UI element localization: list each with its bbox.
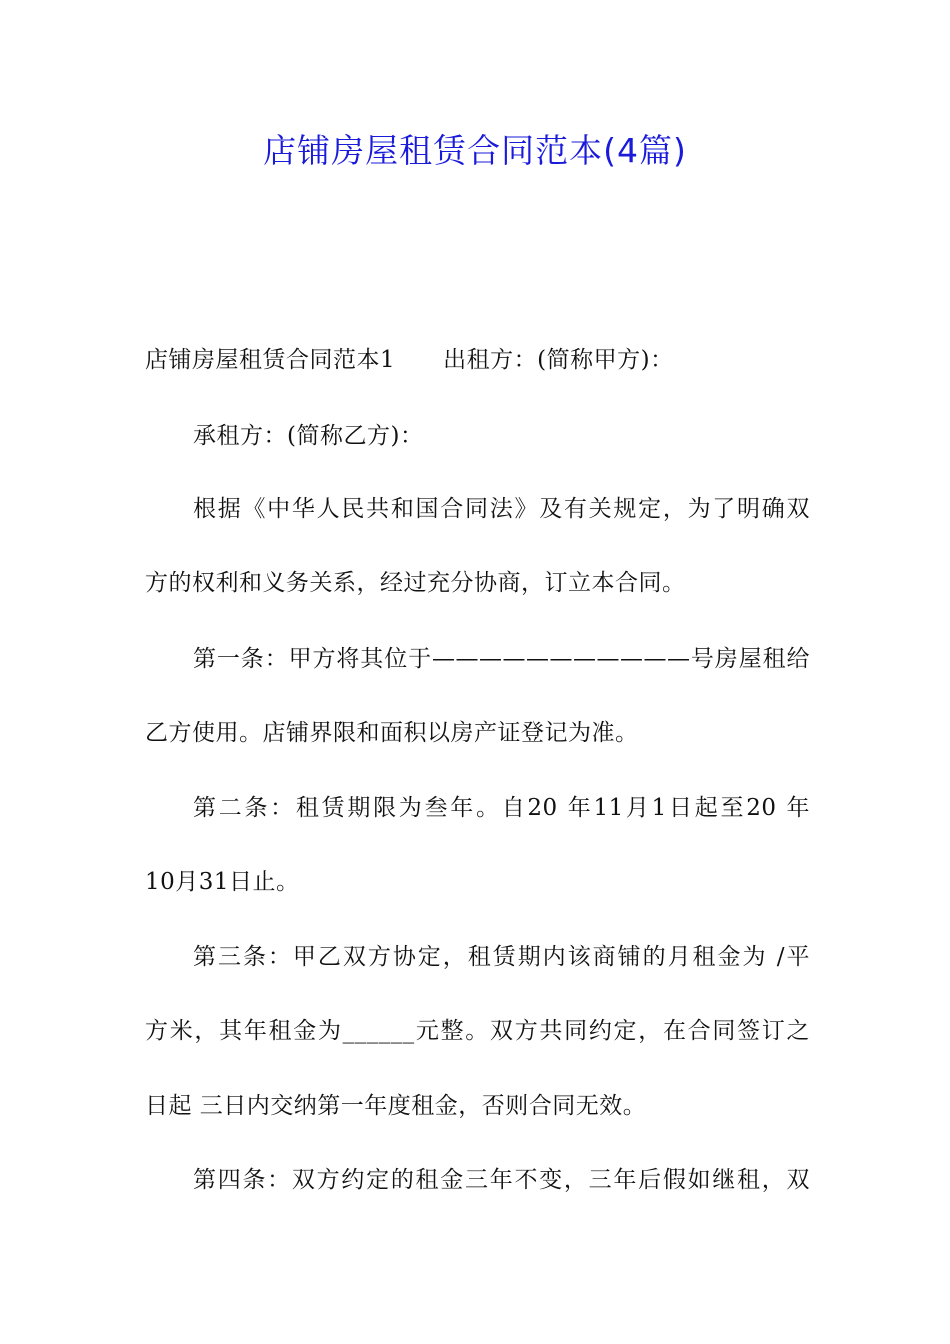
paragraph-line: 方米，其年租金为______元整。双方共同约定，在合同签订之 <box>145 1018 810 1044</box>
lessor-label: 出租方：(简称甲方)： <box>443 347 674 373</box>
paragraph-line: 第二条：租赁期限为叁年。自20 年11月1日起至20 年 <box>193 795 810 821</box>
paragraph-line: 10月31日止。 <box>145 869 300 895</box>
paragraph-line: 日起 三日内交纳第一年度租金，否则合同无效。 <box>145 1093 647 1119</box>
contract-heading: 店铺房屋租赁合同范本1 <box>145 347 396 373</box>
paragraph-line: 方的权利和义务关系，经过充分协商，订立本合同。 <box>145 570 686 596</box>
paragraph-line: 第四条：双方约定的租金三年不变，三年后假如继租，双 <box>193 1167 810 1193</box>
paragraph-line: 第一条：甲方将其位于———————————号房屋租给 <box>193 646 810 672</box>
paragraph-line: 根据《中华人民共和国合同法》及有关规定，为了明确双 <box>193 496 810 522</box>
paragraph-line-heading <box>145 344 810 376</box>
document-title: 店铺房屋租赁合同范本(4篇) <box>263 131 687 170</box>
lessee-line: 承租方：(简称乙方)： <box>193 423 424 449</box>
paragraph-line: 乙方使用。店铺界限和面积以房产证登记为准。 <box>145 720 639 746</box>
paragraph-line: 第三条：甲乙双方协定，租赁期内该商铺的月租金为 /平 <box>193 944 810 970</box>
